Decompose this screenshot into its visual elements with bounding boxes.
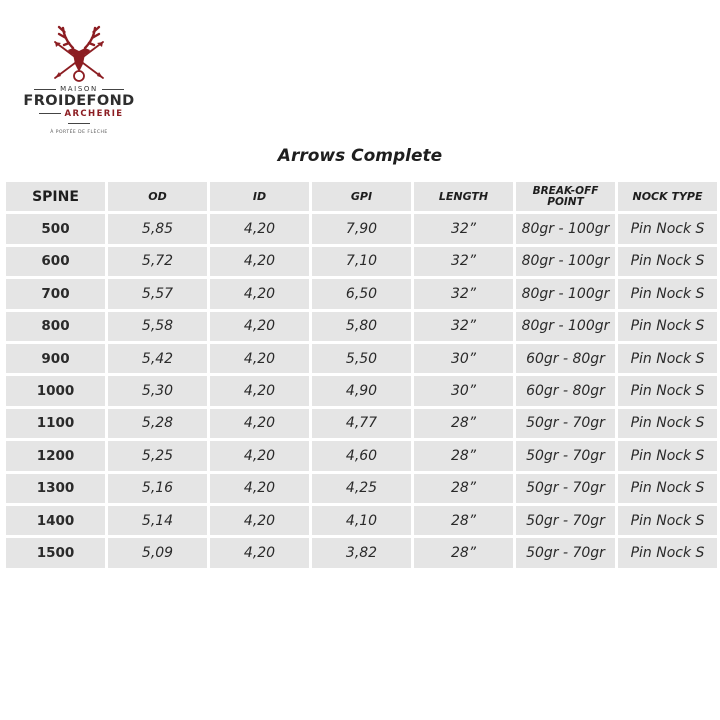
brand-logo [20,24,138,134]
brand-archerie: ARCHERIE [20,109,138,129]
cell-nock-type: Pin Nock S [618,409,717,438]
cell-od: 5,58 [108,312,207,341]
table-body [6,214,717,567]
cell-length: 28” [414,474,513,503]
cell-break-off-point: 50gr - 70gr [516,441,615,470]
cell-length: 32” [414,247,513,276]
cell-id: 4,20 [210,312,309,341]
cell-nock-type: Pin Nock S [618,247,717,276]
cell-od: 5,14 [108,506,207,535]
cell-od: 5,16 [108,474,207,503]
cell-spine: 500 [6,214,105,243]
table-row [6,344,717,373]
cell-od: 5,85 [108,214,207,243]
cell-length: 32” [414,279,513,308]
cell-gpi: 4,90 [312,376,411,405]
cell-id: 4,20 [210,247,309,276]
table-row [6,312,717,341]
cell-nock-type: Pin Nock S [618,376,717,405]
cell-gpi: 4,25 [312,474,411,503]
cell-spine: 1000 [6,376,105,405]
cell-id: 4,20 [210,214,309,243]
cell-id: 4,20 [210,474,309,503]
cell-id: 4,20 [210,441,309,470]
cell-od: 5,09 [108,538,207,567]
cell-spine: 1300 [6,474,105,503]
table-row [6,247,717,276]
header-spine: SPINE [6,182,105,211]
header-nock-type: NOCK TYPE [618,182,717,211]
cell-nock-type: Pin Nock S [618,214,717,243]
table-row [6,506,717,535]
cell-id: 4,20 [210,279,309,308]
cell-break-off-point: 80gr - 100gr [516,247,615,276]
cell-gpi: 7,10 [312,247,411,276]
cell-nock-type: Pin Nock S [618,441,717,470]
cell-od: 5,57 [108,279,207,308]
cell-id: 4,20 [210,409,309,438]
cell-nock-type: Pin Nock S [618,474,717,503]
cell-break-off-point: 80gr - 100gr [516,312,615,341]
cell-break-off-point: 80gr - 100gr [516,214,615,243]
cell-break-off-point: 60gr - 80gr [516,376,615,405]
brand-tagline: À PORTÉE DE FLÈCHE [50,130,108,135]
table-row [6,279,717,308]
cell-spine: 1400 [6,506,105,535]
table-row [6,409,717,438]
cell-nock-type: Pin Nock S [618,538,717,567]
header-length: LENGTH [414,182,513,211]
cell-nock-type: Pin Nock S [618,506,717,535]
cell-break-off-point: 50gr - 70gr [516,538,615,567]
brand-name: FROIDEFOND [23,93,135,109]
cell-od: 5,42 [108,344,207,373]
cell-gpi: 4,10 [312,506,411,535]
table-row [6,214,717,243]
table-header-row [6,182,717,211]
cell-break-off-point: 50gr - 70gr [516,474,615,503]
cell-break-off-point: 50gr - 70gr [516,506,615,535]
cell-break-off-point: 80gr - 100gr [516,279,615,308]
cell-nock-type: Pin Nock S [618,344,717,373]
table-row [6,376,717,405]
cell-od: 5,30 [108,376,207,405]
cell-gpi: 3,82 [312,538,411,567]
cell-break-off-point: 50gr - 70gr [516,409,615,438]
cell-break-off-point: 60gr - 80gr [516,344,615,373]
table-row [6,538,717,567]
cell-od: 5,72 [108,247,207,276]
cell-length: 30” [414,344,513,373]
cell-length: 28” [414,441,513,470]
header-break-off-point: BREAK-OFF POINT [516,182,615,211]
cell-gpi: 7,90 [312,214,411,243]
stag-arrows-emblem-icon [47,24,111,84]
cell-od: 5,25 [108,441,207,470]
cell-id: 4,20 [210,538,309,567]
header-id: ID [210,182,309,211]
cell-gpi: 4,77 [312,409,411,438]
cell-od: 5,28 [108,409,207,438]
cell-spine: 900 [6,344,105,373]
cell-gpi: 5,50 [312,344,411,373]
cell-length: 32” [414,312,513,341]
cell-id: 4,20 [210,506,309,535]
cell-spine: 1200 [6,441,105,470]
brand-maison: MAISON [20,85,138,93]
cell-spine: 1100 [6,409,105,438]
cell-gpi: 4,60 [312,441,411,470]
cell-length: 32” [414,214,513,243]
header-od: OD [108,182,207,211]
cell-length: 28” [414,409,513,438]
cell-length: 28” [414,538,513,567]
table-row [6,474,717,503]
cell-length: 30” [414,376,513,405]
arrow-spec-table [3,179,720,571]
cell-spine: 800 [6,312,105,341]
cell-id: 4,20 [210,344,309,373]
table-row [6,441,717,470]
cell-gpi: 6,50 [312,279,411,308]
cell-spine: 600 [6,247,105,276]
cell-nock-type: Pin Nock S [618,279,717,308]
cell-id: 4,20 [210,376,309,405]
cell-spine: 700 [6,279,105,308]
page-title: Arrows Complete [277,146,443,166]
cell-gpi: 5,80 [312,312,411,341]
cell-spine: 1500 [6,538,105,567]
header-gpi: GPI [312,182,411,211]
cell-length: 28” [414,506,513,535]
cell-nock-type: Pin Nock S [618,312,717,341]
